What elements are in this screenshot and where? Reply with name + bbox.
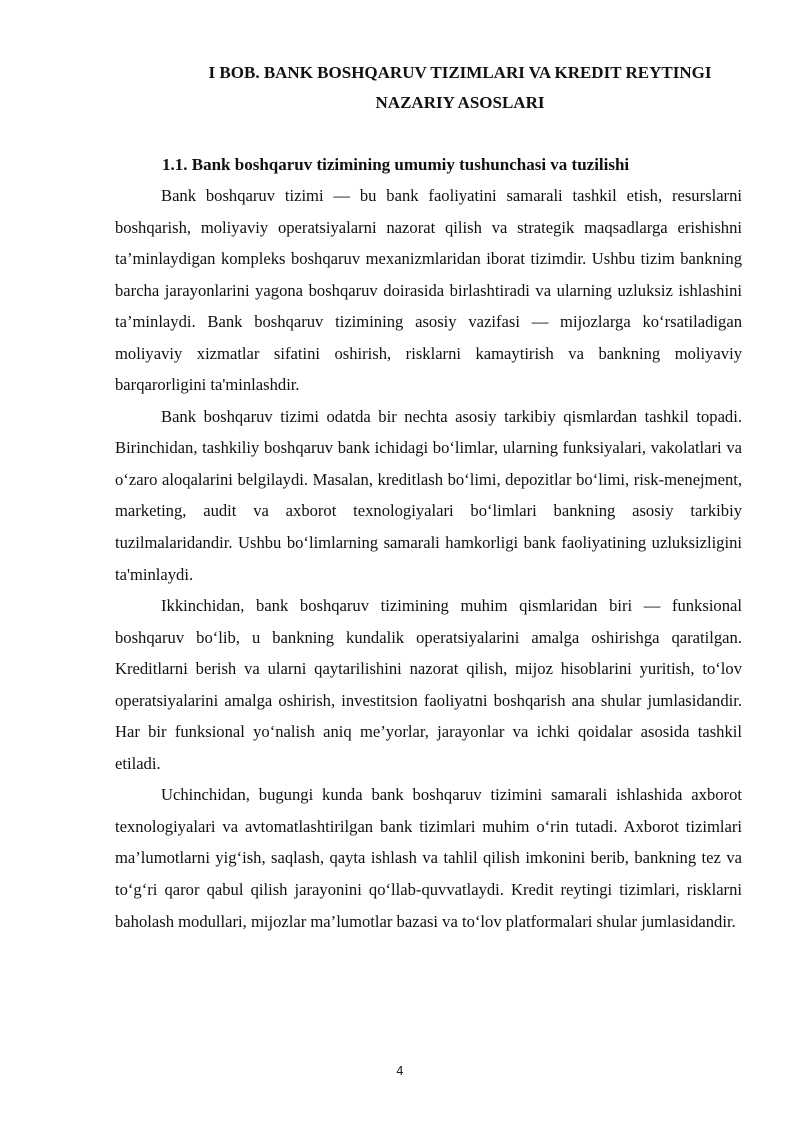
section-title: 1.1. Bank boshqaruv tizimining umumiy tushunchasi va tuzilishi bbox=[162, 155, 630, 174]
chapter-title-line-2: NAZARIY ASOSLARI bbox=[375, 93, 545, 112]
chapter-title bbox=[140, 58, 780, 118]
paragraph-3: Ikkinchidan, bank boshqaruv tizimining muhim qismlaridan biri — funksional boshqaruv bo‘lib, u bankning kundalik operatsiyalarini amalga oshirishga qaratilgan. Kreditlarni berish va ularni qaytarilishini nazorat qilish, mijoz hisoblarini yuritish, to‘lov operatsiyalarini amalga oshirish, investitsion faoliyatni boshqarish ana shular jumlasidandir. Har bir funksional yo‘nalish aniq me’yorlar, jarayonlar va ichki qoidalar asosida tashkil etiladi. bbox=[115, 596, 742, 773]
paragraph-4: Uchinchidan, bugungi kunda bank boshqaruv tizimini samarali ishlashida axborot texnologiyalari va avtomatlashtirilgan bank tizimlari muhim o‘rin tutadi. Axborot tizimlari ma’lumotlarni yig‘ish, saqlash, qayta ishlash va tahlil qilish imkonini berib, bankning tez va to‘g‘ri qaror qabul qilish jarayonini qo‘llab-quvvatlaydi. Kredit reytingi tizimlari, risklarni baholash modullari, mijozlar ma’lumotlar bazasi va to‘lov platformalari shular jumlasidandir. bbox=[115, 785, 742, 931]
page-number: 4 bbox=[396, 1064, 404, 1078]
body-text bbox=[115, 180, 742, 937]
paragraph-2: Bank boshqaruv tizimi odatda bir nechta asosiy tarkibiy qismlardan tashkil topadi. Birinchidan, tashkiliy boshqaruv bank ichidagi bo‘limlar, ularning funksiyalari, vakolatlari va o‘zaro aloqalarini belgilaydi. Masalan, kreditlash bo‘limi, depozitlar bo‘limi, risk-menejment, marketing, audit va axborot texnologiyalari bo‘limlari bankning asosiy tarkibiy tuzilmalaridandir. Ushbu bo‘limlarning samarali hamkorligi bank faoliyatining uzluksizligini ta'minlaydi. bbox=[115, 406, 742, 584]
chapter-title-line-1: I BOB. BANK BOSHQARUV TIZIMLARI VA KREDIT REYTINGI bbox=[208, 63, 712, 82]
paragraph-1: Bank boshqaruv tizimi — bu bank faoliyatini samarali tashkil etish, resurslarni boshqarish, moliyaviy operatsiyalarni nazorat qilish va strategik maqsadlarga erishishni ta’minlaydigan kompleks boshqaruv mexanizmlaridan iborat tizimdir. Ushbu tizim bankning barcha jarayonlarini yagona boshqaruv doirasida birlashtiradi va ularning uzluksiz ishlashini ta’minlaydi. Bank boshqaruv tizimining asosiy vazifasi — mijozlarga ko‘rsatiladigan moliyaviy xizmatlar sifatini oshirish, risklarni kamaytirish va bankning moliyaviy barqarorligini ta'minlashdir. bbox=[115, 186, 742, 395]
